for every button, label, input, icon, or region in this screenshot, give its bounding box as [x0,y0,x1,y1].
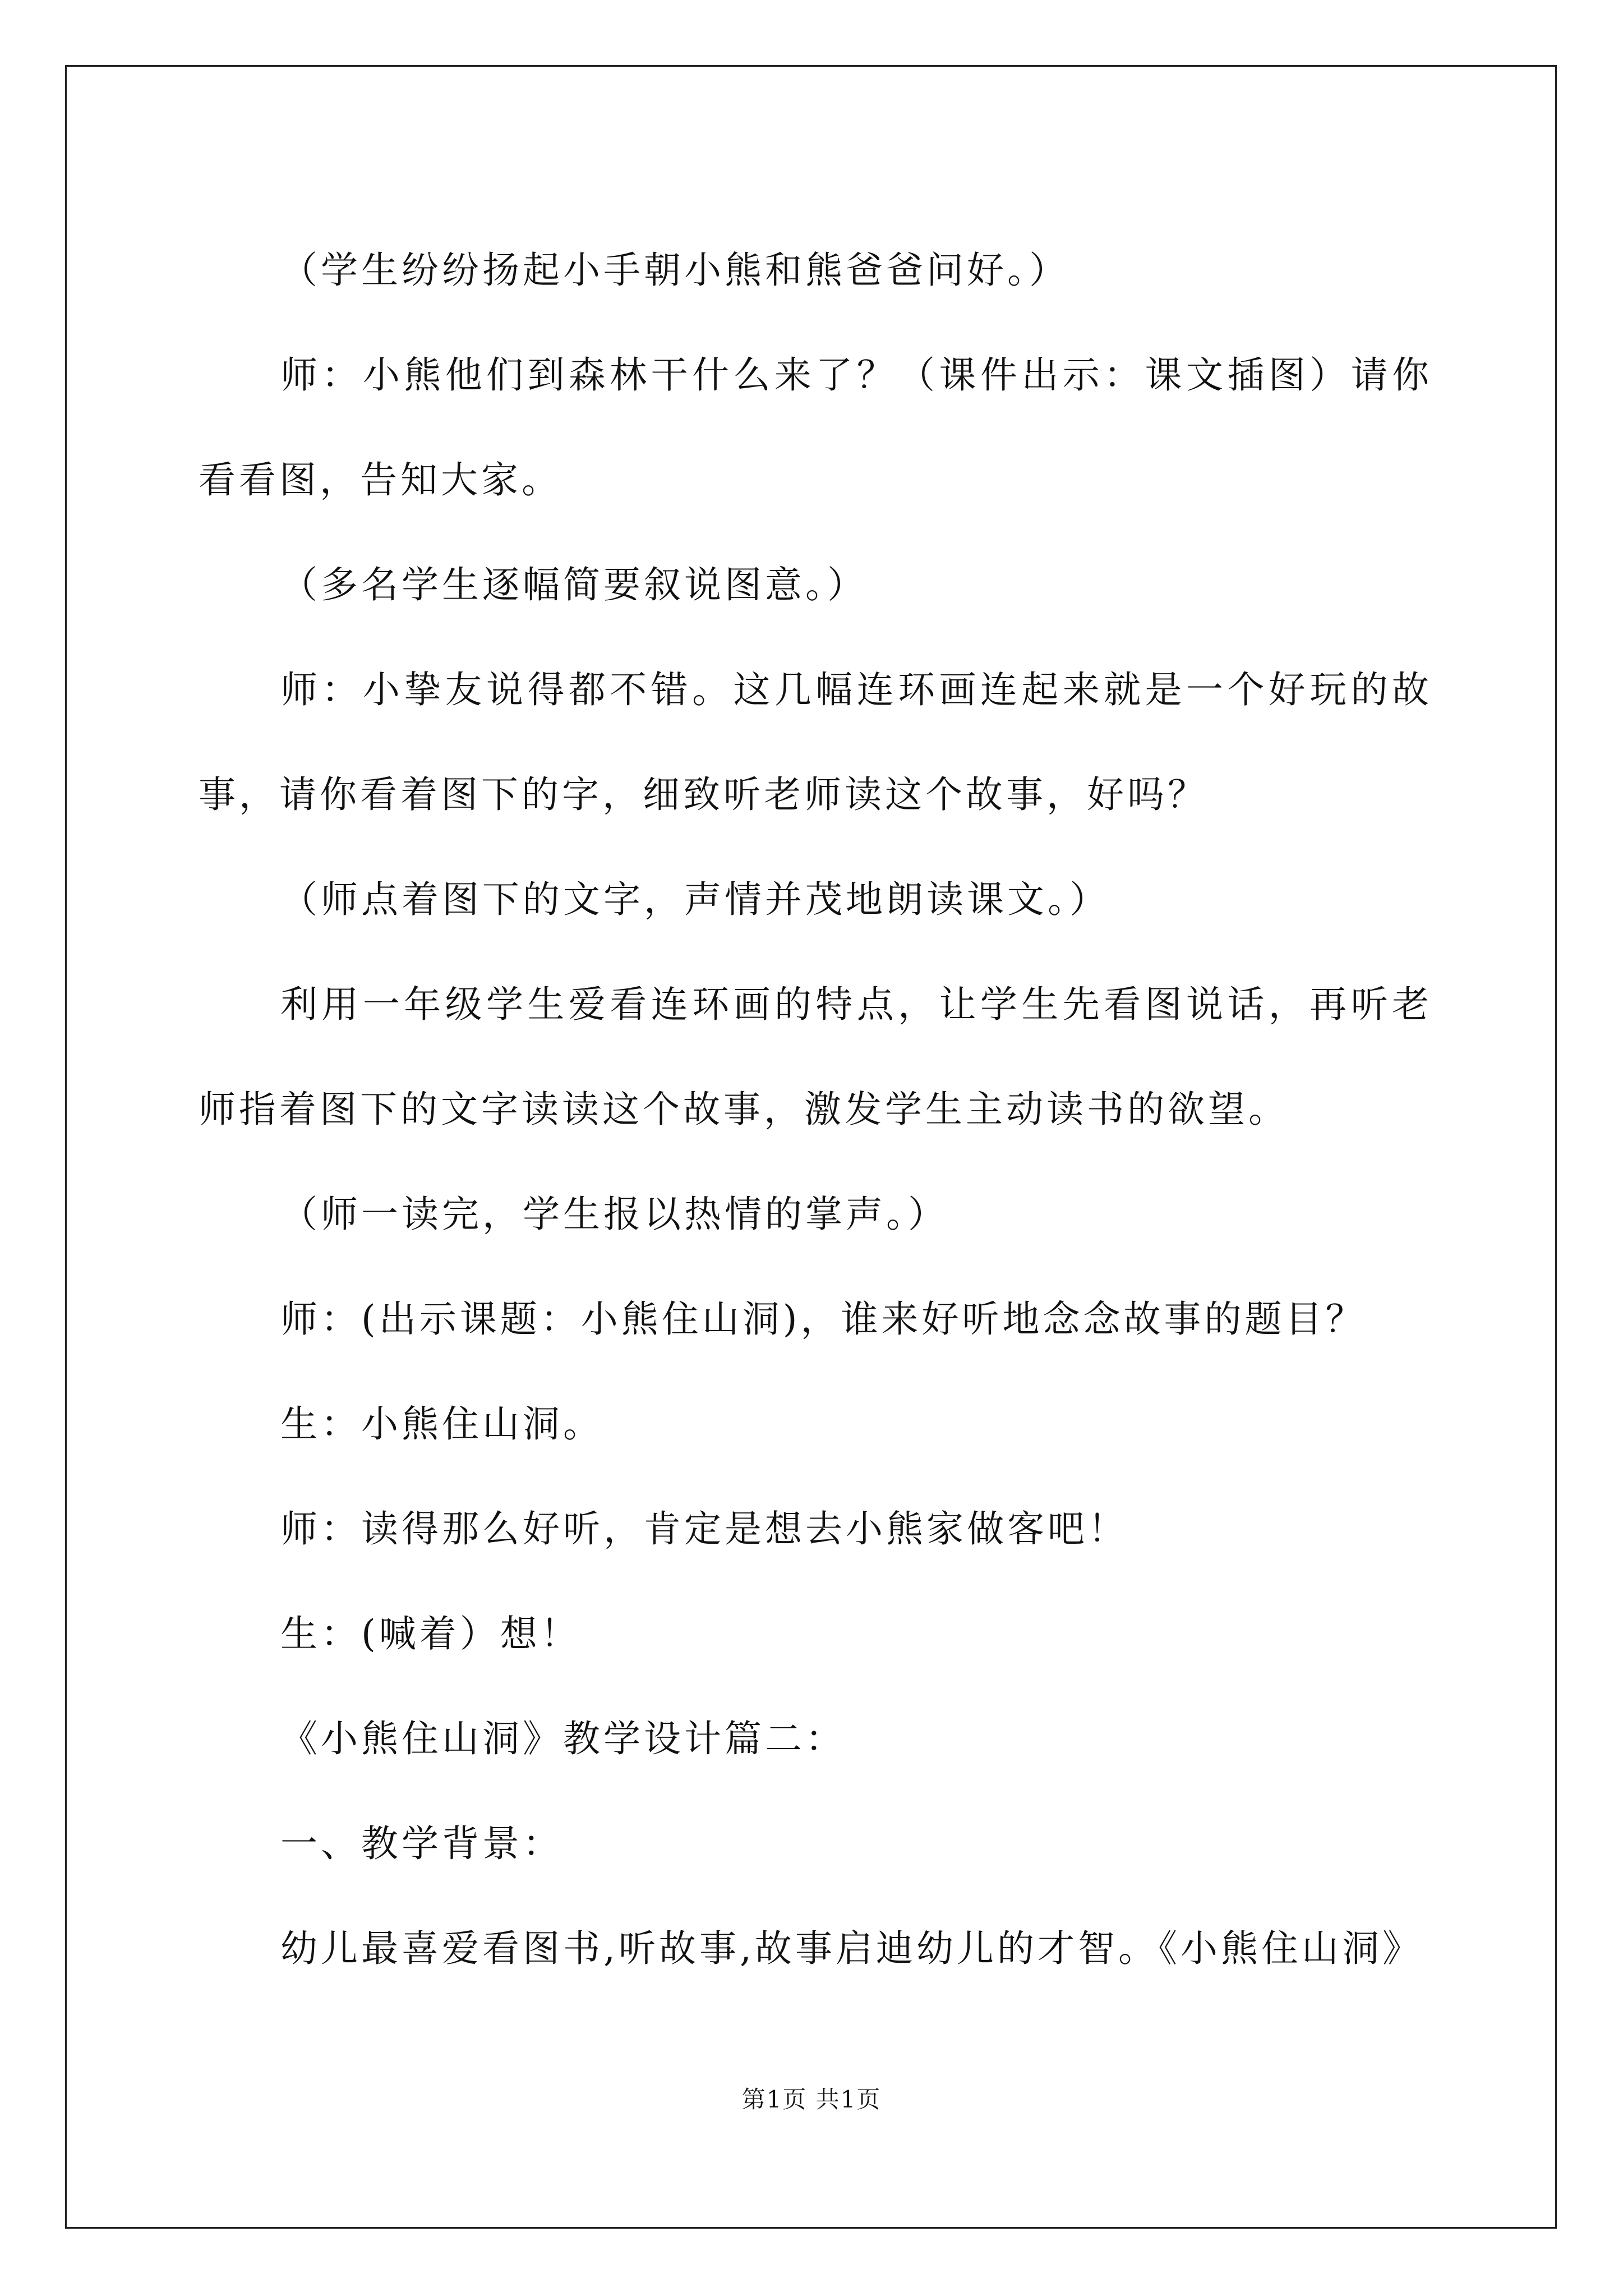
paragraph-1: （学生纷纷扬起小手朝小熊和熊爸爸问好。） [280,249,1069,292]
paragraph-4: 师：小挚友说得都不错。这几幅连环画连起来就是一个好玩的故事，请你看着图下的字，细致听老师读这个故事，好吗？ [199,668,1432,816]
paragraph-14: 幼儿最喜爱看图书,听故事,故事启迪幼儿的才智。《小熊住山洞》 [280,1927,1423,1970]
paragraph-8: 师：(出示课题：小熊住山洞)，谁来好听地念念故事的题目？ [280,1297,1366,1341]
paragraph-11: 生：(喊着）想！ [280,1612,581,1655]
paragraph-9: 生：小熊住山洞。 [280,1402,603,1446]
paragraph-7: （师一读完，学生报以热情的掌声。） [280,1193,948,1236]
paragraph-10: 师：读得那么好听，肯定是想去小熊家做客吧！ [280,1507,1128,1550]
paragraph-5: （师点着图下的文字，声情并茂地朗读课文。） [280,878,1110,921]
page-footer: 第1页 共1页 [741,2086,882,2113]
paragraph-3: （多名学生逐幅简要叙说图意。） [280,563,868,606]
paragraph-2: 师：小熊他们到森林干什么来了？（课件出示：课文插图）请你看看图，告知大家。 [199,353,1432,501]
paragraph-6: 利用一年级学生爱看连环画的特点，让学生先看图说话，再听老师指着图下的文字读读这个故事，激发学生主动读书的欲望。 [199,983,1432,1131]
subsection-heading: 一、教学背景： [280,1822,563,1865]
document-body [199,218,1432,2001]
section-title: 《小熊住山洞》教学设计篇二： [280,1717,846,1760]
